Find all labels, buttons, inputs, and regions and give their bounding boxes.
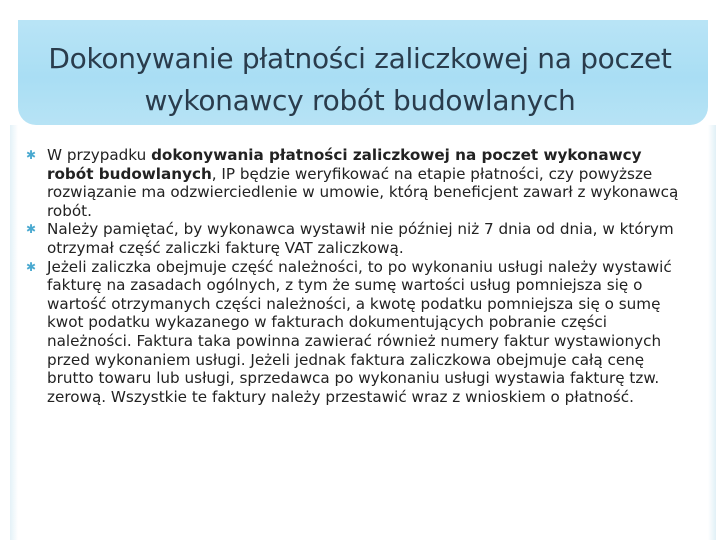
content-area (26, 146, 686, 406)
list-item (26, 258, 686, 407)
left-edge-shade (10, 125, 18, 540)
right-edge-shade (708, 125, 716, 540)
list-item (26, 220, 686, 257)
item-text: W przypadku (47, 146, 152, 164)
asterisk-bullet-icon: ✱ (26, 148, 37, 162)
slide-title: Dokonywanie płatności zaliczkowej na poczet wykonawcy robót budowlanych (48, 42, 672, 117)
asterisk-bullet-icon: ✱ (26, 222, 37, 237)
item-text: Jeżeli zaliczka obejmuje część należności, to po wykonaniu usługi należy wystawić fakturę na zasadach ogólnych, z tym że sumę wartości usług pomniejsza się o wartość otrzymanych części należności, a kwotę podatku pomniejsza się o sumę kwot podatku wykazanego w fakturach dokumentujących pobranie części należności. Faktura taka powinna zawierać również numery faktur wystawionych przed wykonaniem usługi. Jeżeli jednak faktura zaliczkowa obejmuje całą cenę brutto towaru lub usługi, sprzedawca po wykonaniu usługi wystawia fakturę tzw. zerową. Wszystkie te faktury należy przestawić wraz z wnioskiem o płatność. (47, 257, 672, 406)
item-text: , IP będzie weryfikować na etapie płatności, czy powyższe rozwiązanie ma odzwierciedlenie w umowie, którą beneficjent zawarł z wykonawcą robót. (47, 164, 679, 220)
bullet-list (26, 146, 686, 406)
item-bold-text: dokonywania płatności zaliczkowej na poczet wykonawcy robót budowlanych (47, 146, 642, 183)
asterisk-bullet-icon: ✱ (26, 259, 37, 274)
item-text: Należy pamiętać, by wykonawca wystawił nie później niż 7 dnia od dnia, w którym otrzymał część zaliczki fakturę VAT zaliczkową. (47, 220, 674, 257)
list-item (26, 146, 686, 220)
